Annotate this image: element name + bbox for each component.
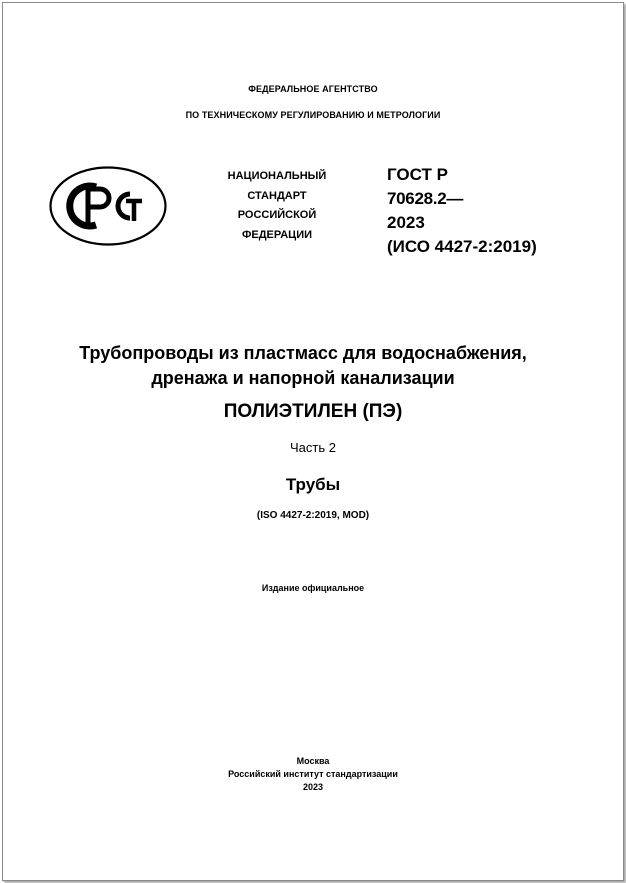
standard-designation [387, 163, 587, 259]
designation-prefix: ГОСТ Р [387, 165, 448, 184]
imprint-city: Москва [296, 756, 330, 766]
part-subtitle: Трубы [285, 475, 341, 494]
rst-certification-mark-icon [48, 165, 168, 247]
document-title [43, 341, 563, 391]
designation-year: 2023 [387, 213, 425, 232]
material-heading: ПОЛИЭТИЛЕН (ПЭ) [223, 401, 403, 422]
edition-label: Издание официальное [261, 583, 365, 593]
agency-line-2: ПО ТЕХНИЧЕСКОМУ РЕГУЛИРОВАНИЮ И МЕТРОЛОГИИ [185, 110, 441, 120]
designation-number: 70628.2— [387, 189, 464, 208]
agency-line-1: ФЕДЕРАЛЬНОЕ АГЕНТСТВО [248, 84, 378, 94]
national-standard-line-3: РОССИЙСКОЙ [237, 209, 317, 221]
national-standard-line-1: НАЦИОНАЛЬНЫЙ [227, 170, 327, 182]
iso-reference: (ISO 4427-2:2019, MOD) [256, 510, 370, 521]
part-label: Часть 2 [290, 440, 336, 455]
title-line-2: дренажа и напорной канализации [151, 368, 455, 388]
imprint-year: 2023 [302, 782, 324, 792]
imprint-publisher: Российский институт стандартизации [228, 769, 398, 779]
national-standard-line-2: СТАНДАРТ [247, 189, 307, 202]
national-standard-label [213, 167, 341, 245]
designation-iso: (ИСО 4427-2:2019) [387, 237, 537, 256]
national-standard-line-4: ФЕДЕРАЦИИ [241, 228, 313, 241]
title-line-1: Трубопроводы из пластмасс для водоснабжения, [79, 343, 527, 363]
document-page [2, 2, 624, 881]
imprint [3, 755, 623, 794]
